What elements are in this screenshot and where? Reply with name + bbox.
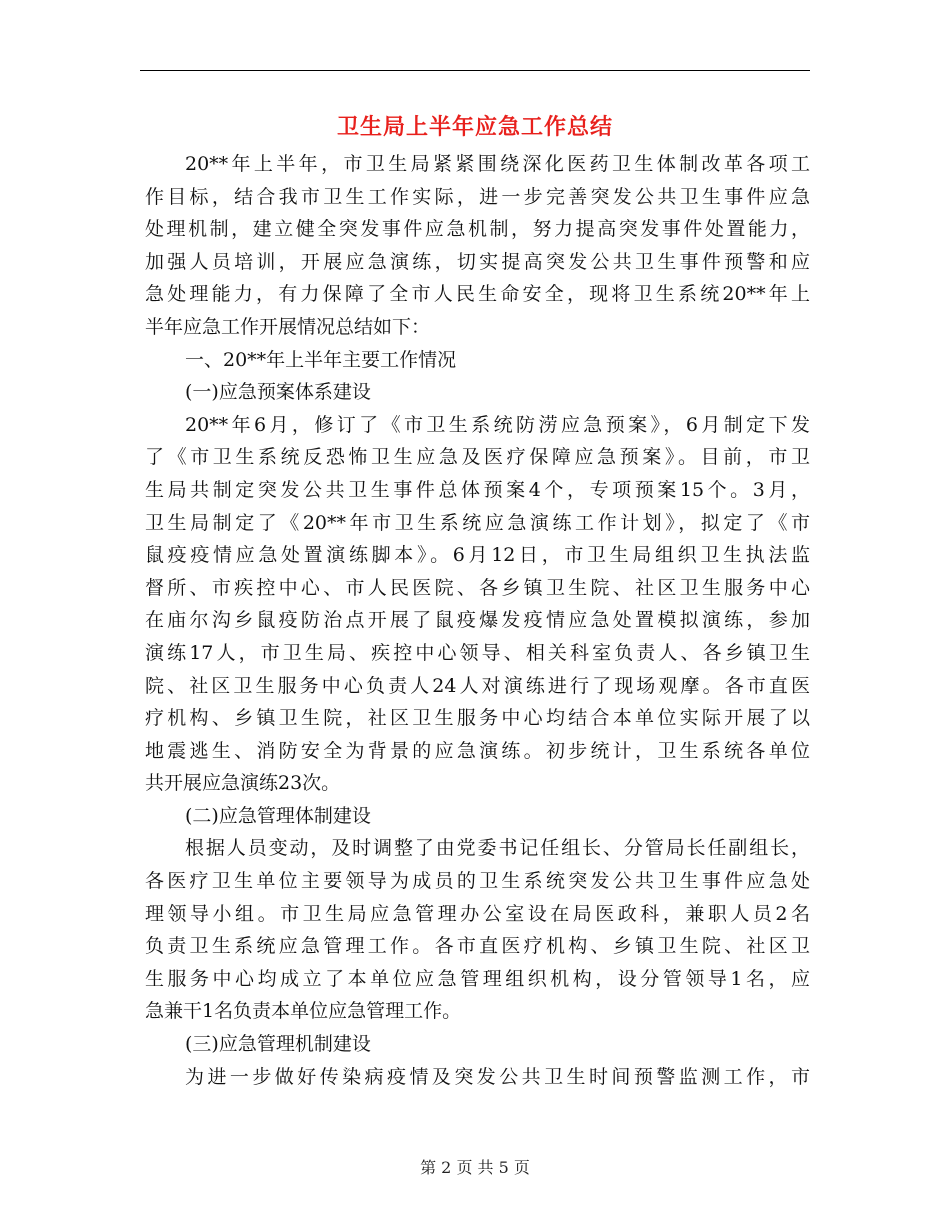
page-number: 第 2 页 共 5 页 — [420, 1158, 530, 1177]
subsection-heading: (一)应急预案体系建设 — [185, 381, 371, 404]
text-line: 了《市卫生系统反恐怖卫生应急及医疗保障应急预案》。目前，市卫 — [145, 446, 810, 469]
text-line: 作目标，结合我市卫生工作实际，进一步完善突发公共卫生事件应急 — [145, 185, 810, 208]
text-line: 根据人员变动，及时调整了由党委书记任组长、分管局长任副组长， — [185, 837, 810, 860]
text-line: 急兼干1名负责本单位应急管理工作。 — [145, 1000, 462, 1023]
text-line: 卫生局制定了《20**年市卫生系统应急演练工作计划》，拟定了《市 — [145, 511, 810, 534]
document-title: 卫生局上半年应急工作总结 — [336, 114, 613, 140]
text-line: 督所、市疾控中心、市人民医院、各乡镇卫生院、社区卫生服务中心 — [145, 576, 810, 599]
text-line: 演练17人，市卫生局、疾控中心领导、相关科室负责人、各乡镇卫生 — [145, 641, 810, 664]
text-line: 20**年上半年，市卫生局紧紧围绕深化医药卫生体制改革各项工 — [185, 153, 810, 175]
text-line: 为进一步做好传染病疫情及突发公共卫生时间预警监测工作，市 — [185, 1065, 810, 1088]
text-line: 20**年6月，修订了《市卫生系统防涝应急预案》，6月制定下发 — [185, 413, 810, 436]
document-body — [145, 148, 810, 1093]
text-line: 院、社区卫生服务中心负责人24人对演练进行了现场观摩。各市直医 — [145, 674, 810, 697]
subsection-heading: (二)应急管理体制建设 — [185, 804, 371, 827]
text-line: 处理机制，建立健全突发事件应急机制，努力提高突发事件处置能力， — [145, 218, 810, 241]
text-line: 加强人员培训，开展应急演练，切实提高突发公共卫生事件预警和应 — [145, 250, 810, 273]
text-line: 生服务中心均成立了本单位应急管理组织机构，设分管领导1名，应 — [145, 967, 810, 990]
text-line: 在庙尔沟乡鼠疫防治点开展了鼠疫爆发疫情应急处置模拟演练，参加 — [145, 609, 810, 632]
section-heading: 一、20**年上半年主要工作情况 — [185, 348, 457, 371]
text-line: 急处理能力，有力保障了全市人民生命安全，现将卫生系统20**年上 — [145, 283, 810, 306]
text-line: 生局共制定突发公共卫生事件总体预案4个，专项预案15个。3月， — [145, 478, 810, 501]
subsection-heading: (三)应急管理机制建设 — [185, 1033, 371, 1056]
text-line: 半年应急工作开展情况总结如下： — [145, 315, 431, 338]
text-line: 各医疗卫生单位主要领导为成员的卫生系统突发公共卫生事件应急处 — [145, 870, 810, 893]
text-line: 共开展应急演练23次。 — [145, 772, 341, 795]
text-line: 鼠疫疫情应急处置演练脚本》。6月12日，市卫生局组织卫生执法监 — [145, 544, 810, 567]
text-line: 理领导小组。市卫生局应急管理办公室设在局医政科，兼职人员2名 — [145, 902, 810, 925]
header-rule — [140, 70, 810, 71]
text-line: 疗机构、乡镇卫生院，社区卫生服务中心均结合本单位实际开展了以 — [145, 707, 810, 730]
text-line: 地震逃生、消防安全为背景的应急演练。初步统计，卫生系统各单位 — [145, 739, 810, 762]
text-line: 负责卫生系统应急管理工作。各市直医疗机构、乡镇卫生院、社区卫 — [145, 935, 810, 958]
